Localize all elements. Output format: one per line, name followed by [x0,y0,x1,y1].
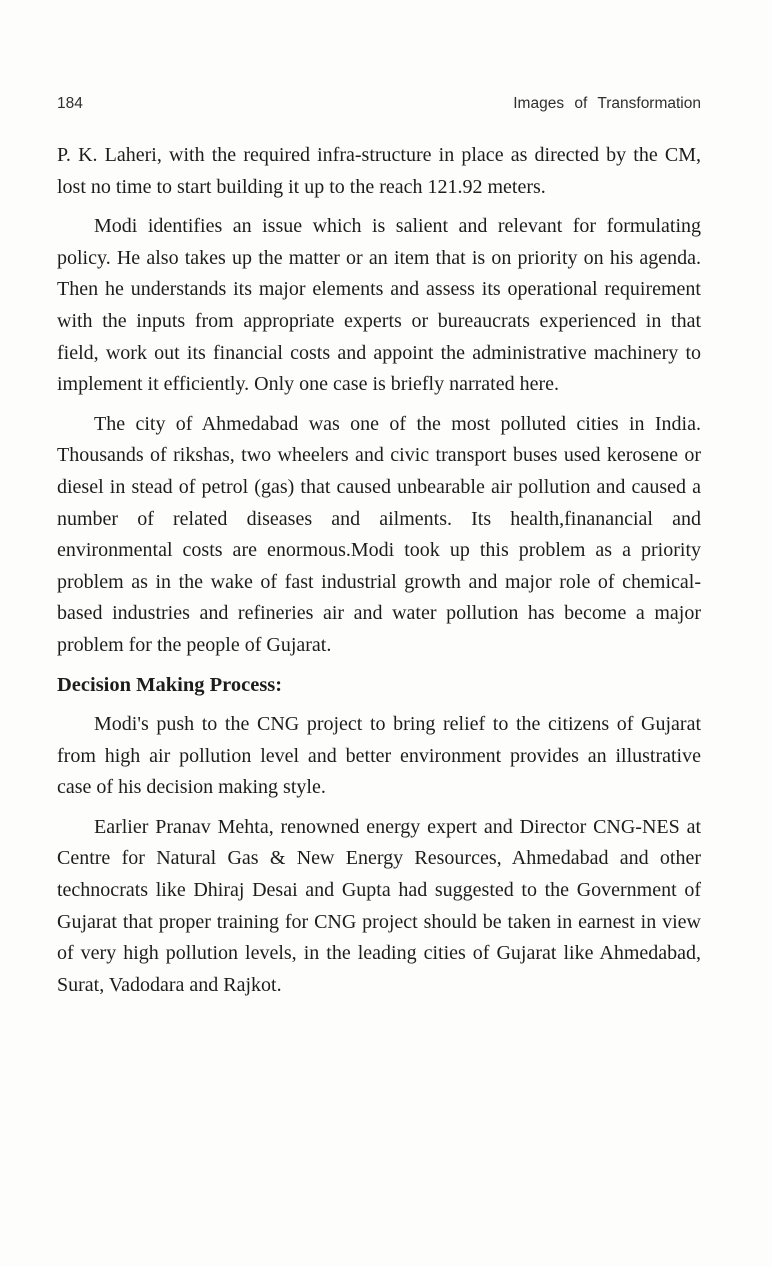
body-paragraph: P. K. Laheri, with the required infra-structure in place as directed by the CM, lost no time to start building it up to the reach 121.92 meters. [57,144,701,198]
body-paragraph: The city of Ahmedabad was one of the most polluted cities in India. Thousands of rikshas, two wheelers and civic transport buses used kerosene or diesel in stead of petrol (gas) that caused unbearable air pollution and caused a number of related diseases and ailments. Its health,finanancial and environmental costs are enormous.Modi took up this problem as a priority problem as in the wake of fast industrial growth and major role of chemical-based industries and refineries air and water pollution has become a major problem for the people of Gujarat. [57,412,701,656]
running-title: Images of Transformation [513,95,701,112]
section-heading: Decision Making Process: [57,673,283,696]
body-paragraph: Modi identifies an issue which is salient and relevant for formulating policy. He also takes up the matter or an item that is on priority on his agenda. Then he understands its major elements and assess its operational requirement with the inputs from appropriate experts or bureaucrats experienced in that field, work out its financial costs and appoint the administrative machinery to implement it efficiently. Only one case is briefly narrated here. [57,215,701,396]
page-number: 184 [57,95,83,112]
page-header [57,95,701,113]
page-body [57,140,701,1001]
body-paragraph: Earlier Pranav Mehta, renowned energy expert and Director CNG-NES at Centre for Natural Gas & New Energy Resources, Ahmedabad and other technocrats like Dhiraj Desai and Gupta had suggested to the Government of Gujarat that proper training for CNG project should be taken in earnest in view of very high pollution levels, in the leading cities of Gujarat like Ahmedabad, Surat, Vadodara and Rajkot. [57,815,701,996]
body-paragraph: Modi's push to the CNG project to bring relief to the citizens of Gujarat from high air pollution level and better environment provides an illustrative case of his decision making style. [57,713,701,799]
